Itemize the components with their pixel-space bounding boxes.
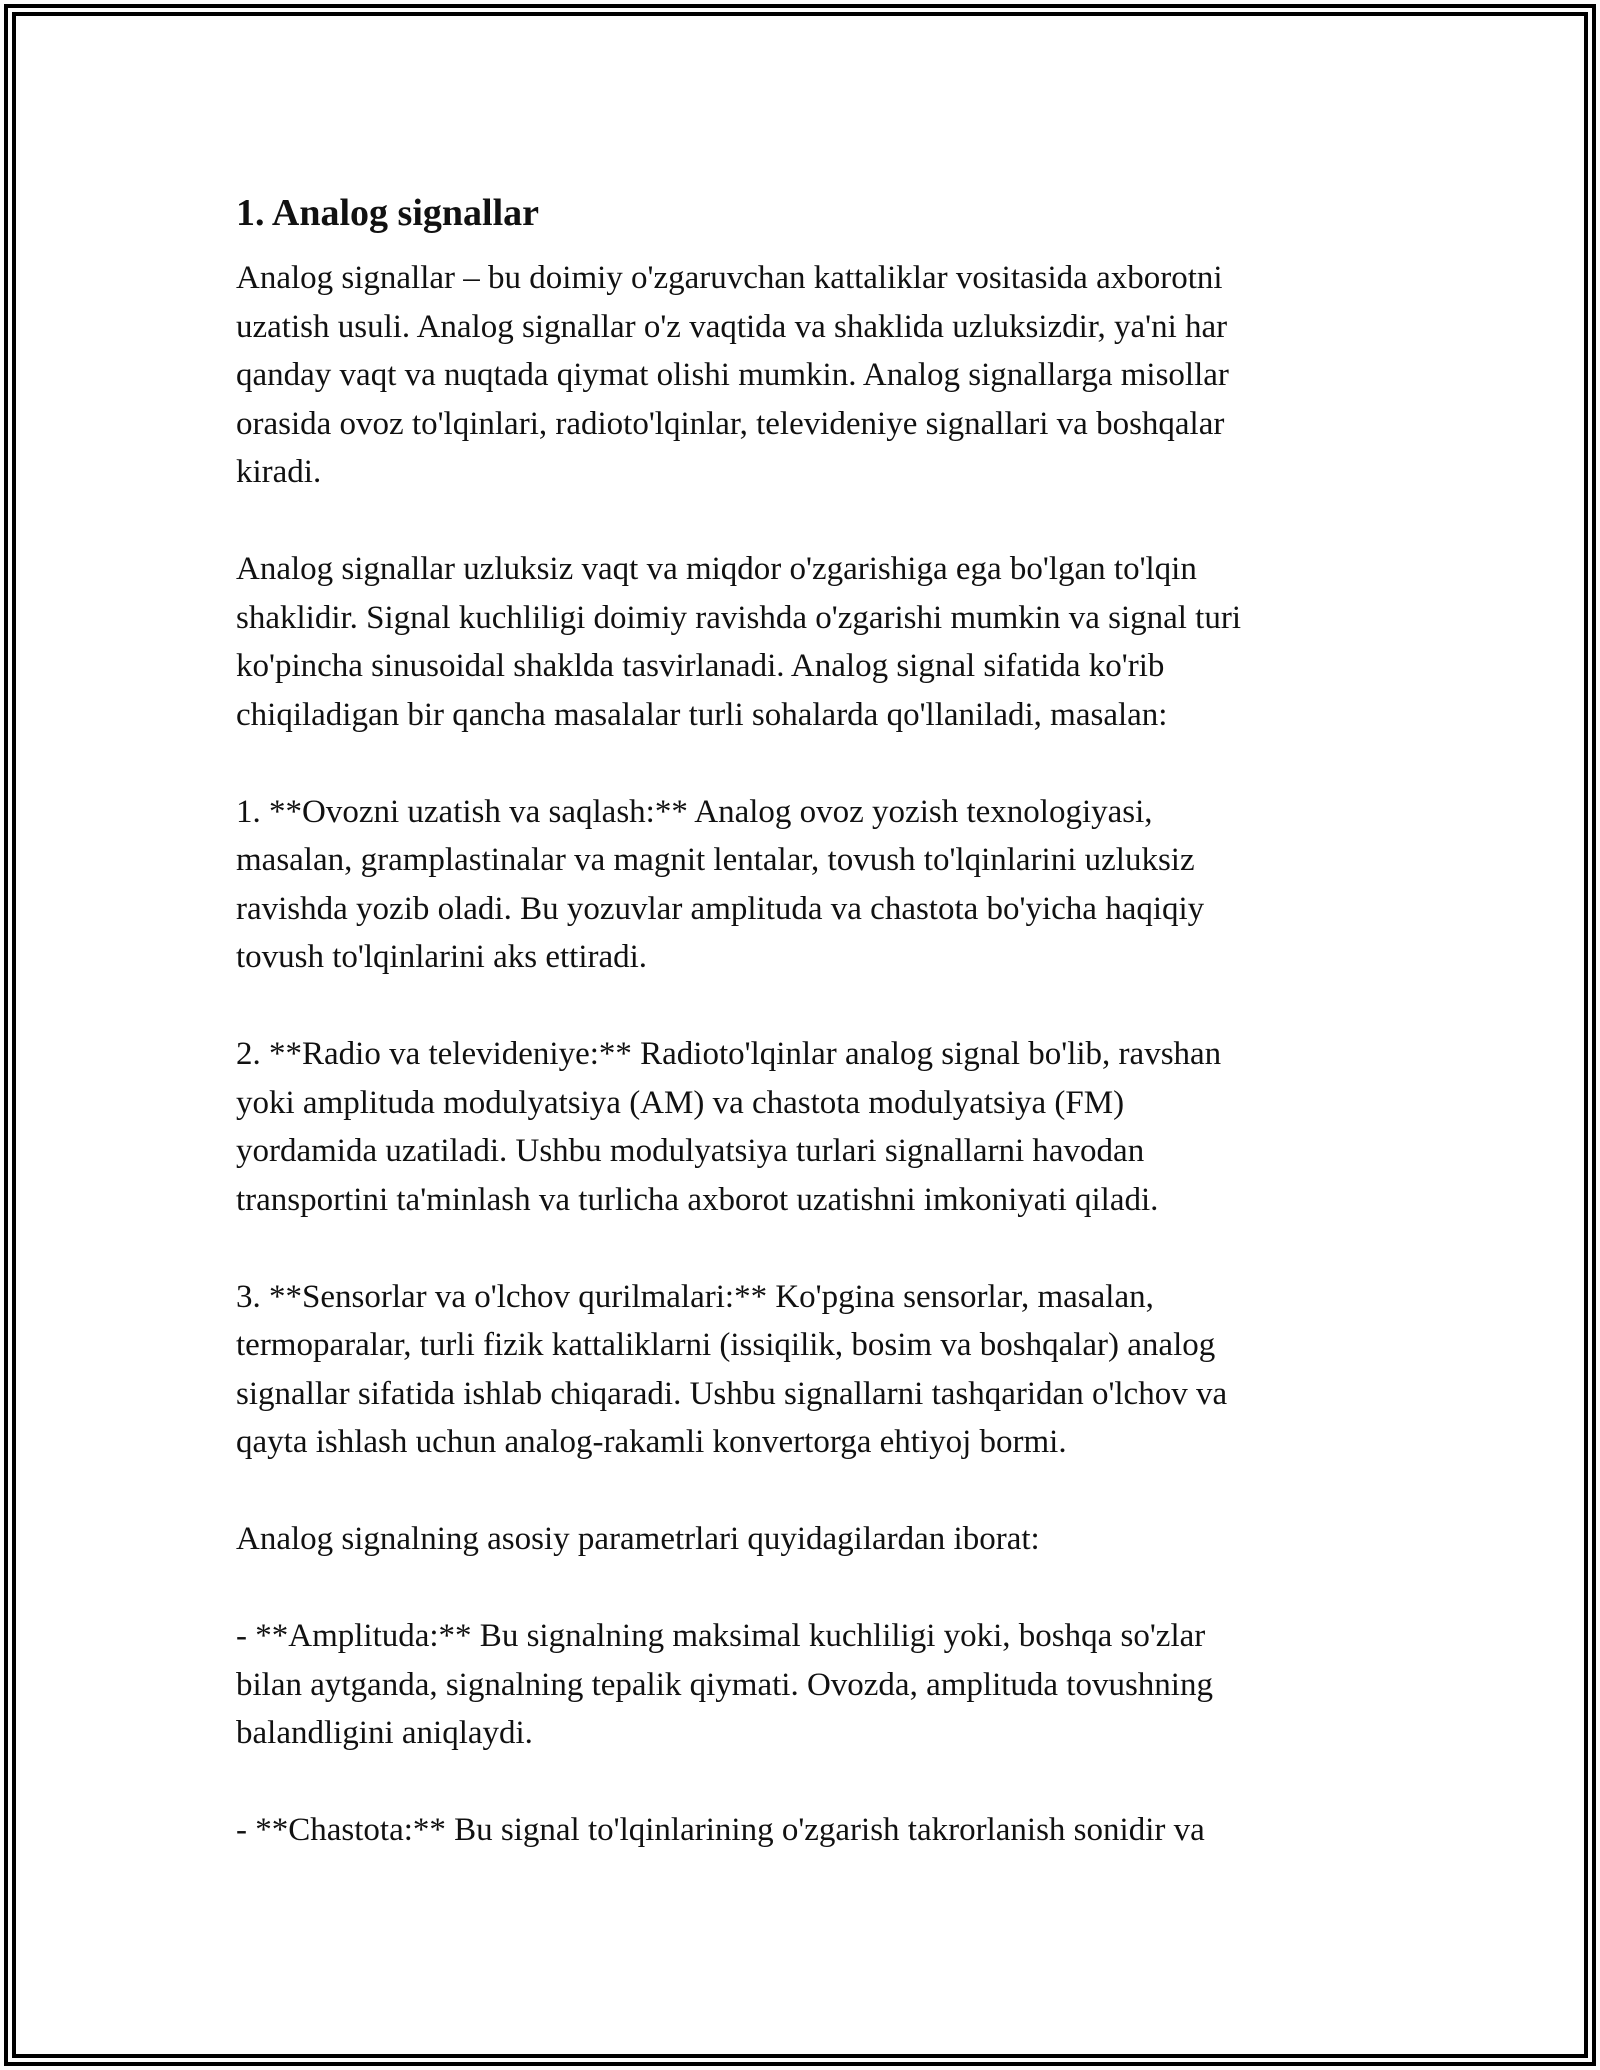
paragraph	[236, 1273, 1376, 1467]
text-line: masalan, gramplastinalar va magnit lentalar, tovush to'lqinlarini uzluksiz	[236, 842, 1195, 878]
text-line: orasida ovoz to'lqinlari, radioto'lqinlar, televideniye signallari va boshqalar	[236, 405, 1225, 442]
text-line: tovush to'lqinlarini aks ettiradi.	[236, 939, 648, 975]
paragraph-gap	[236, 739, 1376, 788]
text-line: yoki amplituda modulyatsiya (AM) va chastota modulyatsiya (FM)	[236, 1084, 1125, 1121]
text-line: qanday vaqt va nuqtada qiymat olishi mumkin. Analog signallarga misollar	[236, 357, 1229, 393]
document-body	[236, 184, 1376, 1855]
paragraph	[236, 1030, 1376, 1224]
section-heading: 1. Analog signallar	[236, 192, 539, 234]
text-line: ravishda yozib oladi. Bu yozuvlar amplituda va chastota bo'yicha haqiqiy	[236, 890, 1205, 927]
paragraph-gap	[236, 1564, 1376, 1613]
text-line: transportini ta'minlash va turlicha axborot uzatishni imkoniyati qiladi.	[236, 1181, 1159, 1218]
text-line: yordamida uzatiladi. Ushbu modulyatsiya turlari signallarni havodan	[236, 1133, 1145, 1169]
text-line: Analog signalning asosiy parametrlari quyidagilardan iborat:	[236, 1521, 1040, 1557]
text-line: Analog signallar uzluksiz vaqt va miqdor o'zgarishiga ega bo'lgan to'lqin	[236, 551, 1197, 587]
text-line: 3. **Sensorlar va o'lchov qurilmalari:** Ko'pgina sensorlar, masalan,	[236, 1278, 1154, 1315]
text-line: 1. **Ovozni uzatish va saqlash:** Analog ovoz yozish texnologiyasi,	[236, 793, 1153, 830]
text-line: 2. **Radio va televideniye:** Radioto'lqinlar analog signal bo'lib, ravshan	[236, 1036, 1222, 1072]
paragraph-gap	[236, 1224, 1376, 1273]
text-line: uzatish usuli. Analog signallar o'z vaqtida va shaklida uzluksizdir, ya'ni har	[236, 308, 1228, 345]
text-line: - **Amplituda:** Bu signalning maksimal kuchliligi yoki, boshqa so'zlar	[236, 1618, 1206, 1654]
paragraph-gap	[236, 1467, 1376, 1516]
paragraph-gap	[236, 1758, 1376, 1807]
text-line: shaklidir. Signal kuchliligi doimiy ravishda o'zgarishi mumkin va signal turi	[236, 599, 1242, 636]
text-line: termoparalar, turli fizik kattaliklarni (issiqilik, bosim va boshqalar) analog	[236, 1327, 1216, 1363]
paragraph	[236, 1515, 1376, 1564]
paragraph-gap	[236, 982, 1376, 1031]
text-line: chiqiladigan bir qancha masalalar turli sohalarda qo'llaniladi, masalan:	[236, 696, 1168, 733]
text-line: bilan aytganda, signalning tepalik qiymati. Ovozda, amplituda tovushning	[236, 1666, 1213, 1703]
text-line: signallar sifatida ishlab chiqaradi. Ushbu signallarni tashqaridan o'lchov va	[236, 1375, 1228, 1412]
text-line: Analog signallar – bu doimiy o'zgaruvchan kattaliklar vositasida axborotni	[236, 260, 1223, 296]
paragraph	[236, 788, 1376, 982]
text-line: kiradi.	[236, 454, 322, 490]
paragraph-gap	[236, 497, 1376, 546]
text-line: ko'pincha sinusoidal shaklda tasvirlanadi. Analog signal sifatida ko'rib	[236, 648, 1165, 684]
text-line: qayta ishlash uchun analog-rakamli konvertorga ehtiyoj bormi.	[236, 1424, 1067, 1460]
paragraph	[236, 254, 1376, 497]
paragraph	[236, 1806, 1376, 1855]
paragraph	[236, 1612, 1376, 1758]
paragraph-list	[236, 254, 1376, 1855]
text-line: - **Chastota:** Bu signal to'lqinlarining o'zgarish takrorlanish sonidir va	[236, 1812, 1205, 1848]
text-line: balandligini aniqlaydi.	[236, 1715, 533, 1751]
paragraph	[236, 545, 1376, 739]
